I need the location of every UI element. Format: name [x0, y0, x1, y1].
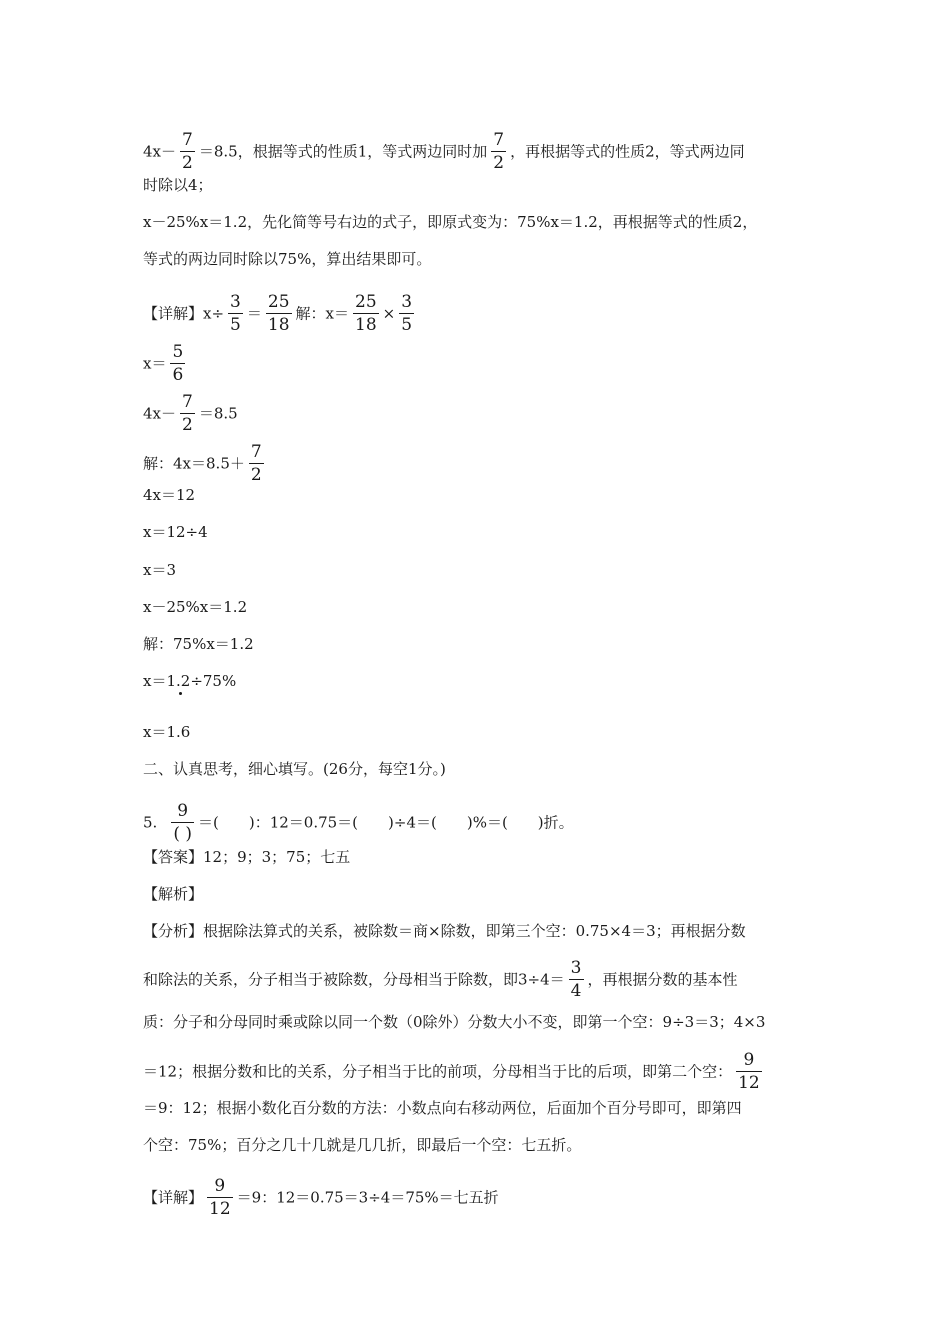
fraction: $\frac{3}{5}$ — [401, 292, 413, 335]
step-line: x＝1.6 — [143, 723, 191, 741]
analysis-line-2: 时除以4； — [143, 176, 213, 194]
step-line: x＝ $\frac{5}{6}$ — [143, 342, 184, 385]
detail-line: 【详解】 $\frac{9}{12}$ ＝9：12＝0.75＝3÷4＝75%＝七五折 — [143, 1176, 499, 1219]
step-line: 4x－ $\frac{7}{2}$ ＝8.5 — [143, 392, 238, 435]
fraction: $\frac{7}{2}$ — [182, 392, 193, 435]
fraction: $\frac{3}{5}$ — [230, 292, 241, 335]
step-line: x＝3 — [143, 561, 177, 579]
explanation-line: 质：分子和分母同时乘或除以同一个数（0除外）分数大小不变，即第一个空：9÷3＝3；4×3 — [143, 1013, 766, 1031]
analysis-line-1: 4x－ $\frac{7}{2}$ ＝8.5，根据等式的性质1，等式两边同时加 $\frac{7}{2}$ ，再根据等式的性质2，等式两边同 — [143, 130, 745, 173]
analysis-line-4: 等式的两边同时除以75%，算出结果即可。 — [143, 250, 432, 268]
answer-line: 【答案】12；9；3；75；七五 — [143, 848, 351, 866]
explanation-line: ＝9：12；根据小数化百分数的方法：小数点向右移动两位，后面加个百分号即可，即第四 — [143, 1099, 742, 1117]
analysis-line-3: x－25%x＝1.2，先化简等号右边的式子，即原式变为：75%x＝1.2，再根据等式的性质2， — [143, 213, 758, 231]
question-5: 5. 9 ( ) ＝( )：12＝0.75＝( )÷4＝( )%＝( )折。 — [143, 801, 574, 844]
step-line: x＝1.2÷75% — [143, 672, 237, 690]
fraction: $\frac{5}{6}$ — [172, 342, 184, 385]
explanation-line: 个空：75%；百分之几十几就是几几折，即最后一个空：七五折。 — [143, 1136, 582, 1154]
fraction: $\frac{9}{12}$ — [209, 1176, 231, 1219]
step-line: 解：75%x＝1.2 — [143, 635, 254, 653]
explanation-line: 和除法的关系，分子相当于被除数，分母相当于除数，即3÷4＝ $\frac{3}{4}$ ，再根据分数的基本性 — [143, 958, 738, 1001]
fraction: $\frac{3}{4}$ — [570, 958, 582, 1001]
fraction: $\frac{9}{12}$ — [738, 1050, 760, 1093]
explanation-line: 【分析】根据除法算式的关系，被除数＝商×除数，即第三个空：0.75×4＝3；再根据分数 — [143, 922, 746, 940]
section-heading: 二、认真思考，细心填写。(26分，每空1分。) — [143, 760, 446, 778]
detail-line: 【详解】x÷ $\frac{3}{5}$ ＝ $\frac{25}{18}$ 解：x＝ $\frac{25}{18}$ × $\frac{3}{5}$ — [143, 292, 413, 335]
jiexi-label: 【解析】 — [143, 885, 204, 903]
step-line: x＝12÷4 — [143, 523, 208, 541]
fraction: 9 ( ) — [173, 801, 192, 844]
fraction: $\frac{7}{2}$ — [182, 130, 193, 173]
step-line: 解：4x＝8.5＋ $\frac{7}{2}$ — [143, 442, 262, 485]
explanation-line: ＝12；根据分数和比的关系，分子相当于比的前项，分母相当于比的后项，即第二个空： $\frac{9}{12}$ — [143, 1050, 760, 1093]
fraction: $\frac{25}{18}$ — [267, 292, 290, 335]
recurring-dot — [179, 692, 182, 695]
fraction: $\frac{25}{18}$ — [355, 292, 377, 335]
fraction: $\frac{7}{2}$ — [250, 442, 262, 485]
step-line: x－25%x＝1.2 — [143, 598, 248, 616]
step-line: 4x＝12 — [143, 486, 196, 504]
fraction: $\frac{7}{2}$ — [493, 130, 505, 173]
